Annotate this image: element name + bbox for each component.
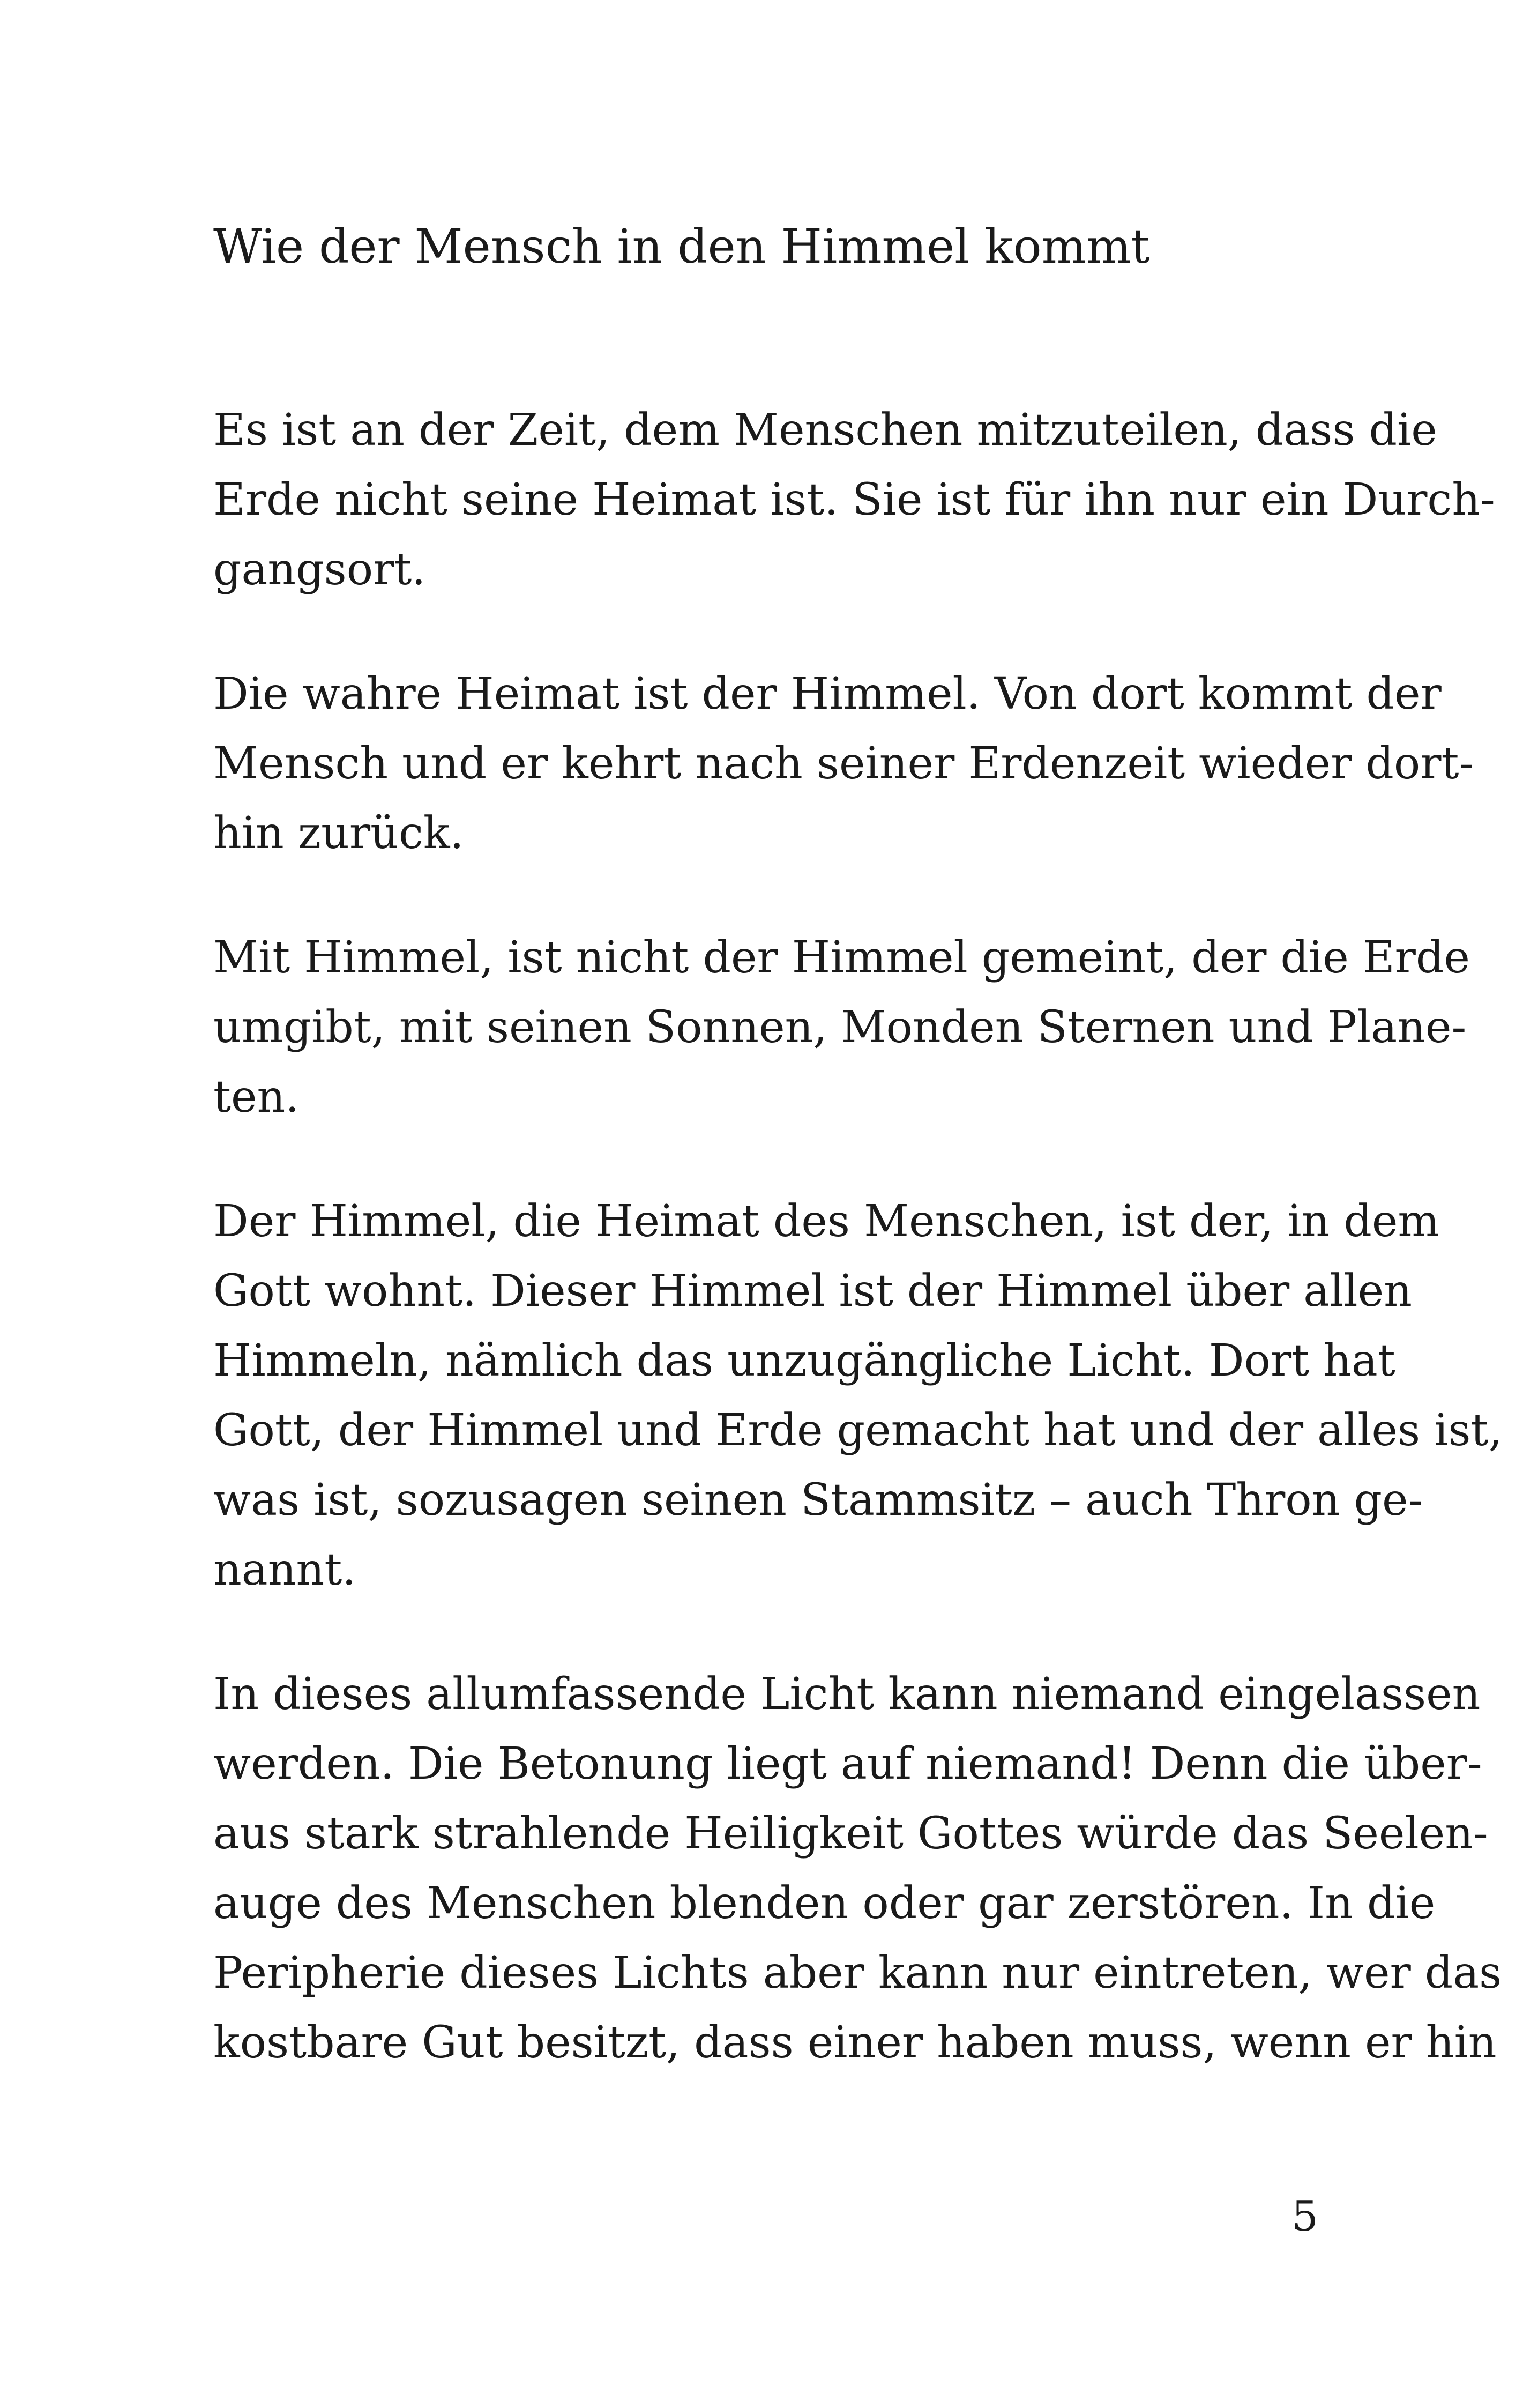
text-line: Gott, der Himmel und Erde gemacht hat und der alles ist,: [213, 1405, 1503, 1456]
text-line: Gott wohnt. Dieser Himmel ist der Himmel über allen: [213, 1266, 1412, 1317]
page-number: 5: [1291, 2193, 1318, 2241]
text-line: Erde nicht seine Heimat ist. Sie ist für ihn nur ein Durch-: [213, 474, 1495, 525]
text-line: Der Himmel, die Heimat des Menschen, ist der, in dem: [213, 1196, 1440, 1247]
text-line: aus stark strahlende Heiligkeit Gottes würde das Seelen-: [213, 1808, 1488, 1859]
text-line: kostbare Gut besitzt, dass einer haben muss, wenn er hin: [213, 2017, 1497, 2068]
text-line: auge des Menschen blenden oder gar zerstören. In die: [213, 1878, 1436, 1929]
text-line: hin zurück.: [213, 808, 464, 859]
text-line: Himmeln, nämlich das unzugängliche Licht. Dort hat: [213, 1335, 1395, 1386]
text-line: Peripherie dieses Lichts aber kann nur eintreten, wer das: [213, 1948, 1502, 1998]
text-line: nannt.: [213, 1544, 356, 1595]
text-line: gangsort.: [213, 544, 426, 595]
text-line: Mensch und er kehrt nach seiner Erdenzeit wieder dort-: [213, 738, 1474, 789]
text-line: In dieses allumfassende Licht kann niemand eingelassen: [213, 1669, 1481, 1720]
text-line: Mit Himmel, ist nicht der Himmel gemeint, der die Erde: [213, 932, 1470, 983]
text-line: werden. Die Betonung liegt auf niemand! Denn die über-: [213, 1738, 1482, 1789]
text-line: Die wahre Heimat ist der Himmel. Von dort kommt der: [213, 668, 1442, 719]
chapter-title: Wie der Mensch in den Himmel kommt: [213, 219, 1150, 274]
text-line: was ist, sozusagen seinen Stammsitz – auch Thron ge-: [213, 1475, 1423, 1526]
text-line: Es ist an der Zeit, dem Menschen mitzuteilen, dass die: [213, 405, 1437, 456]
text-line: ten.: [213, 1072, 300, 1123]
text-line: umgibt, mit seinen Sonnen, Monden Sternen und Plane-: [213, 1002, 1467, 1053]
